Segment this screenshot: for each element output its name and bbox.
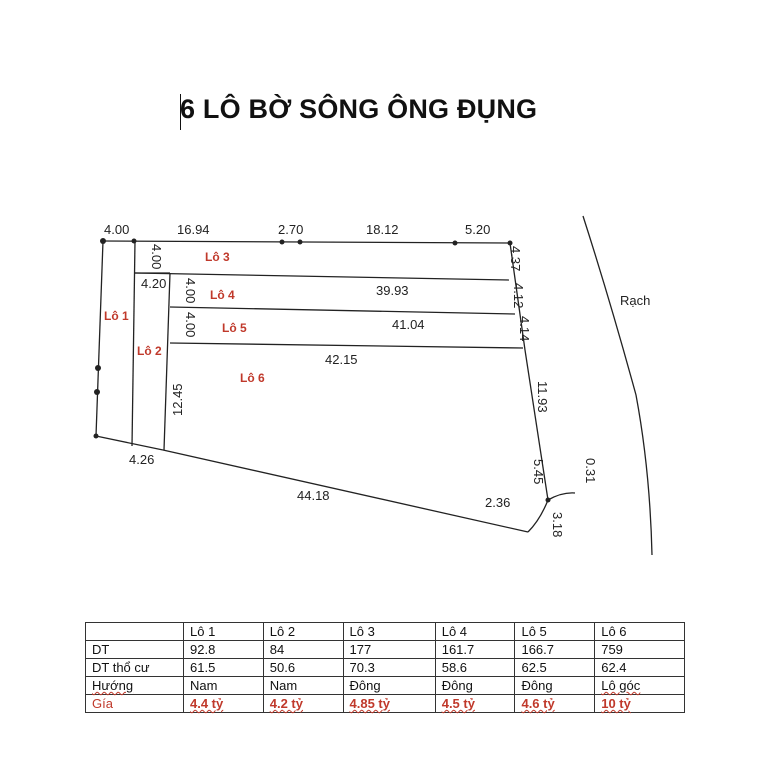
table-row-direction [86,677,685,695]
boundary-left-lot1 [96,241,103,436]
table-row-area [86,641,685,659]
dim-left-lot3: 4.00 [149,244,164,270]
dim-line-lot5: 41.04 [392,317,425,332]
price-cell: 4.4 tỷ [184,695,264,713]
table-row-price [86,695,685,713]
dim-right-lot3: 4.37 [508,246,523,272]
dim-corner-3: 0.31 [583,458,598,484]
price-cell: 4.6 tỷ [515,695,595,713]
table-cell: 92.8 [184,641,264,659]
table-header-cell: Lô 4 [435,623,515,641]
boundary-top [103,241,510,243]
dim-right-lot5: 4.14 [517,316,532,342]
line-lot5-lot6 [170,343,523,348]
page-title: 6 LÔ BỜ SÔNG ÔNG ĐỤNG [180,94,538,124]
table-row-residential-area [86,659,685,677]
lot-label-6: Lô 6 [240,371,265,385]
table-header-cell: Lô 6 [595,623,685,641]
dim-top-2: 16.94 [177,222,210,237]
line-lot4-lot5 [170,307,515,314]
dim-line-lot6: 42.15 [325,352,358,367]
row-label: DT [86,641,184,659]
dim-top-1: 4.00 [104,222,130,237]
table-cell: 177 [343,641,435,659]
table-header-row [86,623,685,641]
table-cell: Lô góc [595,677,685,695]
dim-top-3: 2.70 [278,222,304,237]
boundary-bottom-left [96,436,163,450]
table-header-cell [86,623,184,641]
dim-corner-1: 2.36 [485,495,511,510]
dim-right-lower: 5.45 [531,459,546,485]
lot-label-5: Lô 5 [222,321,247,335]
divider-lot2-lot6 [164,273,170,450]
lot-label-1: Lô 1 [104,309,129,323]
table-header-cell: Lô 3 [343,623,435,641]
table-cell: 161.7 [435,641,515,659]
river-bank [583,216,652,555]
boundary-bottom [163,450,528,532]
river-label: Rạch [620,293,651,308]
dim-right-upper: 11.93 [535,381,550,413]
lot-label-3: Lô 3 [205,250,230,264]
table-cell: Nam [263,677,343,695]
lot-price-table [85,622,685,713]
table-cell: Đông [515,677,595,695]
table-header-cell: Lô 5 [515,623,595,641]
table-cell: 166.7 [515,641,595,659]
dim-left-lot4: 4.00 [183,278,198,304]
table-cell: 70.3 [343,659,435,677]
table-cell: Đông [435,677,515,695]
table-cell: 58.6 [435,659,515,677]
price-cell: 10 tỷ [595,695,685,713]
boundary-corner-small [548,493,575,500]
table-header-cell: Lô 1 [184,623,264,641]
dim-step: 4.20 [141,276,167,291]
table-cell: 84 [263,641,343,659]
dim-left-lot6: 12.45 [170,383,185,416]
table-cell: 759 [595,641,685,659]
divider-lot1-lot2 [132,241,135,446]
table-cell: 61.5 [184,659,264,677]
price-cell: 4.5 tỷ [435,695,515,713]
table-cell: Đông [343,677,435,695]
dim-line-lot4: 39.93 [376,283,409,298]
row-label: DT thổ cư [86,659,184,677]
table-cell: 62.5 [515,659,595,677]
lot-label-2: Lô 2 [137,344,162,358]
row-label: Hướng [86,677,184,695]
lot-label-4: Lô 4 [210,288,235,302]
dim-bottom: 44.18 [297,488,330,503]
row-label: Gía [86,695,184,713]
table-header-cell: Lô 2 [263,623,343,641]
table-cell: 62.4 [595,659,685,677]
table-cell: 50.6 [263,659,343,677]
dim-corner-2: 3.18 [550,512,565,538]
dim-bottom-left: 4.26 [129,452,155,467]
price-cell: 4.85 tỷ [343,695,435,713]
table-cell: Nam [184,677,264,695]
dim-left-lot5: 4.00 [183,312,198,338]
dim-top-4: 18.12 [366,222,399,237]
boundary-corner-curve [528,500,548,532]
dim-top-5: 5.20 [465,222,491,237]
dim-right-lot4: 4.12 [511,283,526,309]
price-cell: 4.2 tỷ [263,695,343,713]
